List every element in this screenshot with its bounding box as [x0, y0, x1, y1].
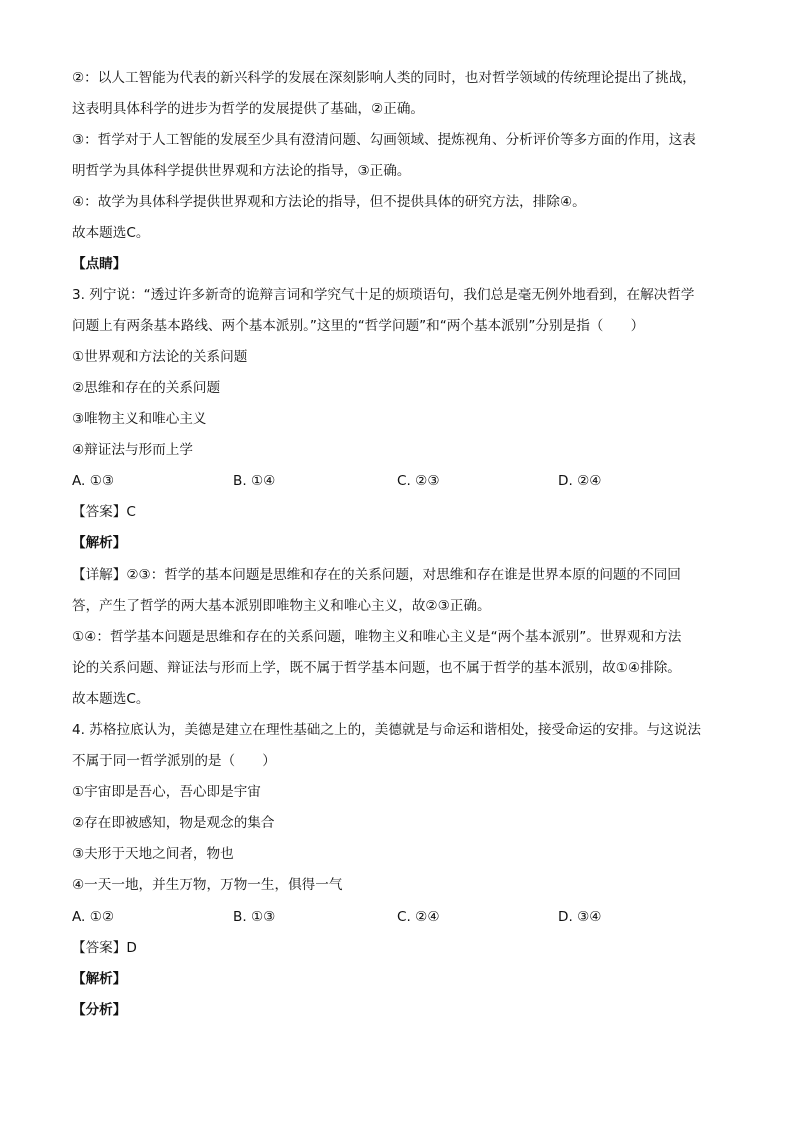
- option-a: A. ①②: [72, 909, 115, 925]
- section-label: 【解析】: [72, 971, 127, 987]
- answer-line: 【答案】D: [72, 940, 137, 956]
- answer-line: 【答案】C: [72, 504, 136, 520]
- question-4-stem: 4. 苏格拉底认为，美德是建立在理性基础之上的，美德就是与命运和谐相处，接受命运的安排。与这说法: [72, 722, 702, 738]
- question-3-stem: 3. 列宁说：“透过许多新奇的诡辩言词和学究气十足的烦琐语句，我们总是毫无例外地看到，在解决哲学: [72, 287, 695, 303]
- question-4-options: [72, 907, 732, 927]
- question-4-stem: 不属于同一哲学派别的是（ ）: [72, 753, 276, 769]
- text-line: ③：哲学对于人工智能的发展至少具有澄清问题、勾画领域、提炼视角、分析评价等多方面的作用，这表: [72, 132, 696, 148]
- question-3-item: ①世界观和方法论的关系问题: [72, 349, 248, 365]
- section-label: 【解析】: [72, 535, 127, 551]
- option-c: C. ②③: [397, 473, 440, 489]
- question-3-item: ②思维和存在的关系问题: [72, 380, 221, 396]
- text-line: ②：以人工智能为代表的新兴科学的发展在深刻影响人类的同时，也对哲学领域的传统理论提出了挑战，: [72, 70, 696, 86]
- section-label: 【分析】: [72, 1002, 127, 1018]
- text-line: ④：故学为具体科学提供世界观和方法论的指导，但不提供具体的研究方法，排除④。: [72, 194, 586, 210]
- question-3-item: ④辩证法与形而上学: [72, 442, 193, 458]
- question-4-item: ②存在即被感知，物是观念的集合: [72, 815, 275, 831]
- question-3-options: [72, 471, 732, 491]
- option-b: B. ①③: [233, 909, 276, 925]
- text-line: 明哲学为具体科学提供世界观和方法论的指导，③正确。: [72, 163, 411, 179]
- option-d: D. ②④: [558, 473, 602, 489]
- option-d: D. ③④: [558, 909, 602, 925]
- question-4-item: ③夫形于天地之间者，物也: [72, 846, 234, 862]
- text-line: 故本题选C。: [72, 691, 150, 707]
- text-line: 【详解】②③：哲学的基本问题是思维和存在的关系问题，对思维和存在谁是世界本原的问题的不同回: [72, 567, 681, 583]
- option-b: B. ①④: [233, 473, 276, 489]
- text-line: 故本题选C。: [72, 225, 150, 241]
- question-4-item: ④一天一地，并生万物，万物一生，俱得一气: [72, 877, 343, 893]
- text-line: ①④：哲学基本问题是思维和存在的关系问题，唯物主义和唯心主义是“两个基本派别”。世界观和方法: [72, 629, 682, 645]
- option-c: C. ②④: [397, 909, 440, 925]
- text-line: 这表明具体科学的进步为哲学的发展提供了基础，②正确。: [72, 101, 425, 117]
- question-3-stem: 问题上有两条基本路线、两个基本派别。”这里的“哲学问题”和“两个基本派别”分别是指（ ）: [72, 318, 645, 334]
- section-label: 【点睛】: [72, 256, 127, 272]
- question-4-item: ①宇宙即是吾心，吾心即是宇宙: [72, 784, 261, 800]
- question-3-item: ③唯物主义和唯心主义: [72, 411, 207, 427]
- text-line: 论的关系问题、辩证法与形而上学，既不属于哲学基本问题，也不属于哲学的基本派别，故①④排除。: [72, 660, 681, 676]
- text-line: 答，产生了哲学的两大基本派别即唯物主义和唯心主义，故②③正确。: [72, 598, 491, 614]
- option-a: A. ①③: [72, 473, 115, 489]
